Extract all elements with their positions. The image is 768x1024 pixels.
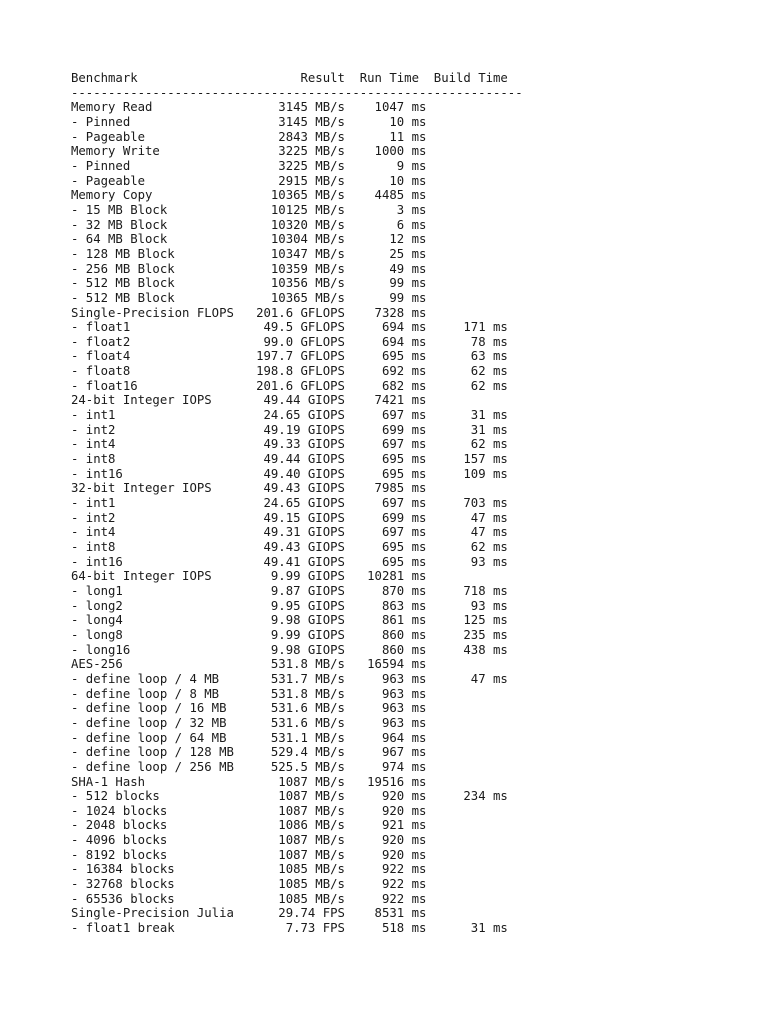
table-row xyxy=(71,687,523,702)
table-row xyxy=(71,218,523,233)
row-run-time: 682 ms xyxy=(344,378,427,393)
row-run-time: 9 ms xyxy=(344,158,427,173)
row-run-time: 695 ms xyxy=(344,540,427,554)
row-name: - Pageable xyxy=(71,129,234,144)
row-run-time: 12 ms xyxy=(344,232,427,247)
row-run-time: 974 ms xyxy=(344,759,427,774)
row-build-time: 31 ms xyxy=(426,408,508,423)
row-run-time: 1047 ms xyxy=(344,100,427,115)
table-row xyxy=(71,555,523,570)
row-name: - int8 xyxy=(71,540,234,554)
row-run-time: 3 ms xyxy=(344,202,427,217)
row-name: - define loop / 16 MB xyxy=(71,701,234,716)
row-run-time: 870 ms xyxy=(344,583,427,598)
row-name: Memory Copy xyxy=(71,188,234,203)
table-row xyxy=(71,496,523,511)
row-result: 10359 MB/s xyxy=(233,261,345,276)
row-result: 531.7 MB/s xyxy=(233,671,345,686)
row-run-time: 963 ms xyxy=(344,671,427,686)
row-build-time: 31 ms xyxy=(426,422,508,437)
row-result: 1087 MB/s xyxy=(233,789,345,804)
row-run-time: 8531 ms xyxy=(344,906,427,921)
row-result: 3225 MB/s xyxy=(233,144,345,159)
row-name: - 65536 blocks xyxy=(71,891,234,906)
table-row xyxy=(71,452,523,467)
row-result: 49.40 GIOPS xyxy=(233,466,345,481)
row-result: 1086 MB/s xyxy=(233,818,345,833)
row-name: 32-bit Integer IOPS xyxy=(71,481,234,496)
row-name: - float4 xyxy=(71,349,234,364)
row-result: 531.8 MB/s xyxy=(233,686,345,701)
header-build-time: Build Time xyxy=(418,71,508,85)
row-result: 531.8 MB/s xyxy=(233,657,345,672)
row-run-time: 7421 ms xyxy=(344,393,427,408)
row-name: - int16 xyxy=(71,466,234,481)
row-run-time: 10281 ms xyxy=(344,569,427,584)
row-run-time: 49 ms xyxy=(344,261,427,276)
row-result: 1085 MB/s xyxy=(233,862,345,877)
row-result: 2843 MB/s xyxy=(233,129,345,144)
table-row xyxy=(71,789,523,804)
row-build-time: 235 ms xyxy=(426,627,508,642)
row-run-time: 967 ms xyxy=(344,745,427,760)
row-run-time: 6 ms xyxy=(344,217,427,232)
row-name: - define loop / 8 MB xyxy=(71,686,234,701)
row-run-time: 920 ms xyxy=(344,803,427,818)
table-row xyxy=(71,481,523,496)
row-name: - define loop / 64 MB xyxy=(71,730,234,745)
table-row xyxy=(71,525,523,540)
row-result: 10365 MB/s xyxy=(233,290,345,305)
row-name: Single-Precision Julia xyxy=(71,906,234,921)
row-name: - float1 break xyxy=(71,921,234,936)
row-result: 531.6 MB/s xyxy=(233,715,345,730)
row-result: 2915 MB/s xyxy=(233,173,345,188)
row-name: - 4096 blocks xyxy=(71,833,234,848)
row-name: - 512 MB Block xyxy=(71,276,234,291)
row-result: 49.31 GIOPS xyxy=(233,525,345,540)
row-result: 49.15 GIOPS xyxy=(233,510,345,525)
row-result: 49.5 GFLOPS xyxy=(233,320,345,335)
row-result: 197.7 GFLOPS xyxy=(233,349,345,364)
row-run-time: 699 ms xyxy=(344,510,427,525)
header-result: Result xyxy=(233,71,345,85)
row-run-time: 920 ms xyxy=(344,833,427,848)
row-run-time: 695 ms xyxy=(344,466,427,481)
row-run-time: 25 ms xyxy=(344,246,427,261)
row-result: 201.6 GFLOPS xyxy=(233,378,345,393)
row-result: 1085 MB/s xyxy=(233,877,345,892)
table-row xyxy=(71,745,523,760)
table-row xyxy=(71,467,523,482)
table-row xyxy=(71,379,523,394)
table-row xyxy=(71,306,523,321)
table-row xyxy=(71,833,523,848)
row-name: - Pinned xyxy=(71,158,234,173)
row-build-time: 62 ms xyxy=(426,364,508,379)
row-build-time: 125 ms xyxy=(426,613,508,628)
table-row xyxy=(71,848,523,863)
row-result: 49.43 GIOPS xyxy=(233,481,345,496)
row-name: Memory Read xyxy=(71,100,234,115)
row-name: - 128 MB Block xyxy=(71,246,234,261)
row-run-time: 697 ms xyxy=(344,408,427,423)
row-build-time: 234 ms xyxy=(426,789,508,804)
row-build-time: 171 ms xyxy=(426,320,508,335)
row-build-time: 47 ms xyxy=(426,510,508,525)
row-run-time: 699 ms xyxy=(344,422,427,437)
row-result: 9.95 GIOPS xyxy=(233,598,345,613)
row-result: 1087 MB/s xyxy=(233,774,345,789)
row-name: - 16384 blocks xyxy=(71,862,234,877)
header-separator: ------------------------------------------------------------- xyxy=(71,85,523,100)
row-result: 10356 MB/s xyxy=(233,276,345,291)
table-row xyxy=(71,115,523,130)
row-run-time: 860 ms xyxy=(344,642,427,657)
row-name: SHA-1 Hash xyxy=(71,774,234,789)
row-result: 29.74 FPS xyxy=(233,906,345,921)
row-build-time: 78 ms xyxy=(426,334,508,349)
row-run-time: 16594 ms xyxy=(344,657,427,672)
table-row xyxy=(71,862,523,877)
row-run-time: 4485 ms xyxy=(344,188,427,203)
row-result: 10304 MB/s xyxy=(233,232,345,247)
row-result: 49.44 GIOPS xyxy=(233,452,345,467)
header-run-time: Run Time xyxy=(344,71,419,85)
row-result: 9.99 GIOPS xyxy=(233,627,345,642)
row-run-time: 99 ms xyxy=(344,290,427,305)
row-run-time: 695 ms xyxy=(344,554,427,569)
row-run-time: 697 ms xyxy=(344,437,427,452)
row-result: 10320 MB/s xyxy=(233,217,345,232)
row-result: 1087 MB/s xyxy=(233,833,345,848)
row-name: Single-Precision FLOPS xyxy=(71,305,234,320)
row-result: 531.6 MB/s xyxy=(233,701,345,716)
row-name: - define loop / 4 MB xyxy=(71,671,234,686)
row-result: 3145 MB/s xyxy=(233,100,345,115)
table-row xyxy=(71,599,523,614)
row-build-time: 62 ms xyxy=(426,378,508,393)
row-build-time: 718 ms xyxy=(426,583,508,598)
row-name: Memory Write xyxy=(71,144,234,159)
row-run-time: 11 ms xyxy=(344,129,427,144)
row-run-time: 964 ms xyxy=(344,730,427,745)
row-build-time: 31 ms xyxy=(426,921,508,936)
row-run-time: 963 ms xyxy=(344,715,427,730)
row-run-time: 518 ms xyxy=(344,921,427,936)
row-run-time: 963 ms xyxy=(344,701,427,716)
row-name: - 32 MB Block xyxy=(71,217,234,232)
row-result: 531.1 MB/s xyxy=(233,730,345,745)
row-result: 9.87 GIOPS xyxy=(233,583,345,598)
table-header xyxy=(71,71,523,86)
row-build-time: 47 ms xyxy=(426,671,508,686)
row-run-time: 963 ms xyxy=(344,686,427,701)
table-row xyxy=(71,130,523,145)
table-row xyxy=(71,423,523,438)
row-name: - 256 MB Block xyxy=(71,261,234,276)
row-run-time: 99 ms xyxy=(344,276,427,291)
row-name: - float1 xyxy=(71,320,234,335)
row-name: - int1 xyxy=(71,408,234,423)
row-name: - 2048 blocks xyxy=(71,818,234,833)
row-name: - long16 xyxy=(71,642,234,657)
row-name: - define loop / 128 MB xyxy=(71,745,234,760)
row-result: 9.99 GIOPS xyxy=(233,569,345,584)
row-name: - long1 xyxy=(71,583,234,598)
row-run-time: 697 ms xyxy=(344,525,427,540)
row-result: 24.65 GIOPS xyxy=(233,496,345,511)
table-row xyxy=(71,408,523,423)
table-row xyxy=(71,672,523,687)
row-result: 9.98 GIOPS xyxy=(233,642,345,657)
row-result: 10365 MB/s xyxy=(233,188,345,203)
table-row xyxy=(71,892,523,907)
table-row xyxy=(71,760,523,775)
row-run-time: 695 ms xyxy=(344,349,427,364)
row-result: 49.43 GIOPS xyxy=(233,540,345,554)
table-row xyxy=(71,775,523,790)
table-row xyxy=(71,262,523,277)
row-run-time: 922 ms xyxy=(344,891,427,906)
row-name: - long2 xyxy=(71,598,234,613)
row-run-time: 694 ms xyxy=(344,320,427,335)
table-row xyxy=(71,613,523,628)
row-result: 529.4 MB/s xyxy=(233,745,345,760)
table-row xyxy=(71,203,523,218)
row-name: - 512 blocks xyxy=(71,789,234,804)
row-result: 1087 MB/s xyxy=(233,847,345,862)
row-result: 198.8 GFLOPS xyxy=(233,364,345,379)
row-run-time: 863 ms xyxy=(344,598,427,613)
table-row xyxy=(71,159,523,174)
table-row xyxy=(71,349,523,364)
row-name: - int2 xyxy=(71,510,234,525)
table-row xyxy=(71,511,523,526)
table-row xyxy=(71,818,523,833)
header-benchmark: Benchmark xyxy=(71,71,234,85)
row-result: 201.6 GFLOPS xyxy=(233,305,345,320)
row-run-time: 860 ms xyxy=(344,627,427,642)
row-name: AES-256 xyxy=(71,657,234,672)
row-name: - define loop / 32 MB xyxy=(71,715,234,730)
row-name: - Pinned xyxy=(71,114,234,129)
row-name: - Pageable xyxy=(71,173,234,188)
row-name: 24-bit Integer IOPS xyxy=(71,393,234,408)
row-build-time: 47 ms xyxy=(426,525,508,540)
row-name: - long4 xyxy=(71,613,234,628)
table-row xyxy=(71,657,523,672)
row-name: - int4 xyxy=(71,525,234,540)
row-result: 49.33 GIOPS xyxy=(233,437,345,452)
table-row xyxy=(71,921,523,936)
row-name: - 15 MB Block xyxy=(71,202,234,217)
row-name: - 32768 blocks xyxy=(71,877,234,892)
row-result: 1085 MB/s xyxy=(233,891,345,906)
row-run-time: 7985 ms xyxy=(344,481,427,496)
table-row xyxy=(71,174,523,189)
row-run-time: 10 ms xyxy=(344,173,427,188)
row-name: - 512 MB Block xyxy=(71,290,234,305)
table-row xyxy=(71,100,523,115)
table-row xyxy=(71,393,523,408)
table-row xyxy=(71,364,523,379)
table-row xyxy=(71,643,523,658)
table-row xyxy=(71,731,523,746)
table-row xyxy=(71,877,523,892)
table-row xyxy=(71,701,523,716)
row-result: 49.41 GIOPS xyxy=(233,554,345,569)
row-result: 9.98 GIOPS xyxy=(233,613,345,628)
row-name: - long8 xyxy=(71,627,234,642)
table-row xyxy=(71,291,523,306)
row-run-time: 1000 ms xyxy=(344,144,427,159)
table-row xyxy=(71,437,523,452)
row-run-time: 19516 ms xyxy=(344,774,427,789)
row-run-time: 920 ms xyxy=(344,789,427,804)
table-row xyxy=(71,232,523,247)
row-run-time: 922 ms xyxy=(344,877,427,892)
row-name: - 8192 blocks xyxy=(71,847,234,862)
benchmark-report xyxy=(71,71,523,936)
row-result: 99.0 GFLOPS xyxy=(233,334,345,349)
table-row xyxy=(71,804,523,819)
row-result: 3145 MB/s xyxy=(233,114,345,129)
row-run-time: 861 ms xyxy=(344,613,427,628)
row-result: 49.44 GIOPS xyxy=(233,393,345,408)
row-name: - int2 xyxy=(71,422,234,437)
row-run-time: 697 ms xyxy=(344,496,427,511)
row-result: 525.5 MB/s xyxy=(233,759,345,774)
row-build-time: 438 ms xyxy=(426,642,508,657)
table-row xyxy=(71,716,523,731)
row-name: - int16 xyxy=(71,554,234,569)
row-run-time: 920 ms xyxy=(344,847,427,862)
table-row xyxy=(71,188,523,203)
row-name: - float2 xyxy=(71,334,234,349)
row-build-time: 93 ms xyxy=(426,554,508,569)
table-row xyxy=(71,540,523,555)
row-result: 24.65 GIOPS xyxy=(233,408,345,423)
row-run-time: 921 ms xyxy=(344,818,427,833)
benchmark-rows xyxy=(71,100,523,935)
row-name: - float16 xyxy=(71,378,234,393)
row-build-time: 93 ms xyxy=(426,598,508,613)
row-run-time: 694 ms xyxy=(344,334,427,349)
row-build-time: 63 ms xyxy=(426,349,508,364)
row-name: - int8 xyxy=(71,452,234,467)
row-name: - int4 xyxy=(71,437,234,452)
row-result: 49.19 GIOPS xyxy=(233,422,345,437)
row-name: - define loop / 256 MB xyxy=(71,759,234,774)
row-run-time: 922 ms xyxy=(344,862,427,877)
table-row xyxy=(71,276,523,291)
table-row xyxy=(71,320,523,335)
table-row xyxy=(71,335,523,350)
row-result: 10347 MB/s xyxy=(233,246,345,261)
row-result: 7.73 FPS xyxy=(233,921,345,936)
row-name: - 1024 blocks xyxy=(71,803,234,818)
row-build-time: 703 ms xyxy=(426,496,508,511)
row-build-time: 109 ms xyxy=(426,466,508,481)
table-row xyxy=(71,569,523,584)
table-row xyxy=(71,144,523,159)
row-run-time: 695 ms xyxy=(344,452,427,467)
row-name: - 64 MB Block xyxy=(71,232,234,247)
row-run-time: 7328 ms xyxy=(344,305,427,320)
table-row xyxy=(71,906,523,921)
row-build-time: 157 ms xyxy=(426,452,508,467)
row-name: - int1 xyxy=(71,496,234,511)
row-build-time: 62 ms xyxy=(426,437,508,452)
row-result: 1087 MB/s xyxy=(233,803,345,818)
table-row xyxy=(71,628,523,643)
table-row xyxy=(71,247,523,262)
row-name: - float8 xyxy=(71,364,234,379)
table-row xyxy=(71,584,523,599)
row-build-time: 62 ms xyxy=(426,540,508,554)
row-run-time: 10 ms xyxy=(344,114,427,129)
row-name: 64-bit Integer IOPS xyxy=(71,569,234,584)
row-run-time: 692 ms xyxy=(344,364,427,379)
row-result: 10125 MB/s xyxy=(233,202,345,217)
row-result: 3225 MB/s xyxy=(233,158,345,173)
